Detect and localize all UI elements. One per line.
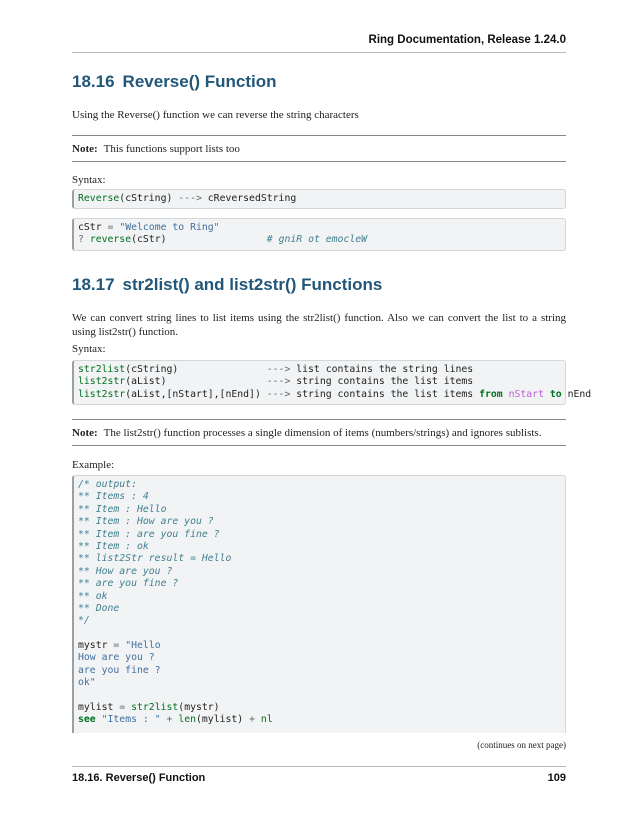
note-box-list2str [72, 419, 566, 446]
code-token: # gniR ot emocleW [266, 234, 368, 246]
code-token: "Hello [125, 640, 161, 652]
code-line [78, 615, 561, 627]
code-token: str2list [78, 364, 126, 375]
code-line [78, 628, 561, 640]
code-token: ** ok [78, 590, 108, 602]
code-token: "Welcome to Ring" [119, 222, 220, 233]
code-line [78, 491, 561, 503]
code-token: Reverse [78, 193, 120, 204]
section2-intro: We can convert string lines to list items using the str2list() function. Also we can convert the list to a string using list2str() function. [72, 312, 566, 338]
code-token: from [479, 388, 503, 400]
code-block-syntax-reverse [72, 189, 566, 209]
code-token: ---> [266, 364, 291, 375]
code-block-syntax-str2list [72, 360, 592, 405]
code-line [78, 504, 561, 516]
code-line [78, 640, 561, 652]
code-token: = [119, 702, 126, 714]
code-token: see [78, 714, 96, 726]
code-token: "Items : " [101, 714, 161, 726]
code-token: ? [78, 234, 84, 246]
code-token: len [178, 714, 197, 726]
code-token: (mystr) [178, 702, 220, 714]
code-token: are you fine ? [78, 664, 161, 676]
section-heading-reverse [72, 72, 285, 92]
example-label: Example: [72, 459, 115, 471]
footer-rule [72, 766, 566, 767]
code-token: mylist [78, 702, 120, 714]
code-line [78, 541, 561, 553]
code-token: (aList) [125, 376, 267, 388]
code-line [78, 388, 592, 401]
section1-intro: Using the Reverse() function we can reverse the string characters [72, 109, 359, 121]
code-line [78, 603, 561, 615]
code-token: list2str [78, 376, 126, 388]
note-text: The list2str() function processes a single dimension of items (numbers/strings) and ignores sublists. [103, 427, 542, 439]
code-token: list2str [78, 388, 126, 400]
running-header: Ring Documentation, Release 1.24.0 [368, 34, 566, 46]
code-token: ** list2Str result = Hello [78, 553, 232, 565]
code-token: ** Item : are you fine ? [78, 528, 220, 540]
code-token: (cString) [119, 193, 179, 204]
code-token: How are you ? [78, 652, 155, 664]
code-line [78, 578, 561, 590]
code-token: ok" [78, 677, 96, 689]
note-label: Note: [72, 427, 98, 439]
code-token: */ [78, 615, 90, 627]
note-label: Note: [72, 143, 98, 155]
code-token: cReversedString [201, 193, 297, 204]
code-token: ** Items : 4 [78, 491, 149, 503]
code-token: ** Item : How are you ? [78, 516, 214, 528]
code-token: string contains the list items [290, 388, 480, 400]
code-line [78, 222, 561, 234]
code-line [78, 364, 561, 376]
code-line [78, 702, 561, 714]
footer-section-ref: 18.16. Reverse() Function [72, 772, 206, 784]
code-token: ---> [266, 388, 291, 400]
code-token: ** How are you ? [78, 565, 173, 577]
code-token: (cString) [125, 364, 267, 375]
code-token: str2list [131, 702, 179, 714]
code-token: + [166, 714, 173, 726]
code-line [78, 553, 561, 565]
code-line [78, 677, 561, 689]
code-line [78, 714, 561, 726]
code-line [78, 529, 561, 541]
code-line [78, 376, 561, 388]
code-token: ---> [178, 193, 202, 204]
syntax-label-1: Syntax: [72, 174, 106, 186]
code-token: list contains the string lines [290, 364, 474, 375]
section-title: Reverse() Function [122, 72, 277, 91]
note-text: This functions support lists too [103, 143, 240, 155]
continues-on-next-page: (continues on next page) [477, 740, 566, 750]
code-token: (cStr) [131, 234, 267, 246]
header-rule [72, 52, 566, 53]
code-token: /* output: [78, 479, 137, 490]
code-token: ** are you fine ? [78, 578, 179, 590]
code-line [78, 690, 561, 702]
code-token: mystr [78, 640, 114, 652]
code-token: = [113, 640, 120, 652]
code-token: ** Item : Hello [78, 503, 167, 515]
code-token: nEnd [561, 388, 592, 400]
code-line [78, 193, 561, 205]
note-box-reverse [72, 135, 566, 162]
code-line [78, 665, 561, 677]
code-token: cStr [78, 222, 108, 233]
code-token: nl [260, 714, 273, 726]
code-line [78, 566, 561, 578]
syntax-label-2: Syntax: [72, 343, 106, 355]
code-token: to [549, 388, 562, 400]
code-token: ---> [266, 376, 291, 388]
section-heading-str2list [72, 275, 390, 295]
code-line [78, 516, 561, 528]
code-token: string contains the list items [290, 376, 474, 388]
page-number: 109 [547, 772, 566, 784]
code-token: nStart [508, 388, 544, 400]
code-token: ** Done [78, 602, 120, 614]
code-block-example-reverse [72, 218, 566, 251]
code-line [78, 234, 561, 246]
code-token: + [249, 714, 256, 726]
code-token: ** Item : ok [78, 540, 149, 552]
code-token: = [107, 222, 114, 233]
section-number: 18.16 [72, 72, 115, 91]
code-block-example-str2list [72, 475, 566, 733]
section-number: 18.17 [72, 275, 115, 294]
code-token: reverse [89, 234, 132, 246]
code-line [78, 652, 561, 664]
code-line [78, 479, 561, 491]
code-token: (aList,[nStart],[nEnd]) [125, 388, 267, 400]
section-title: str2list() and list2str() Functions [122, 275, 383, 294]
code-token: (mylist) [196, 714, 250, 726]
code-line [78, 591, 561, 603]
